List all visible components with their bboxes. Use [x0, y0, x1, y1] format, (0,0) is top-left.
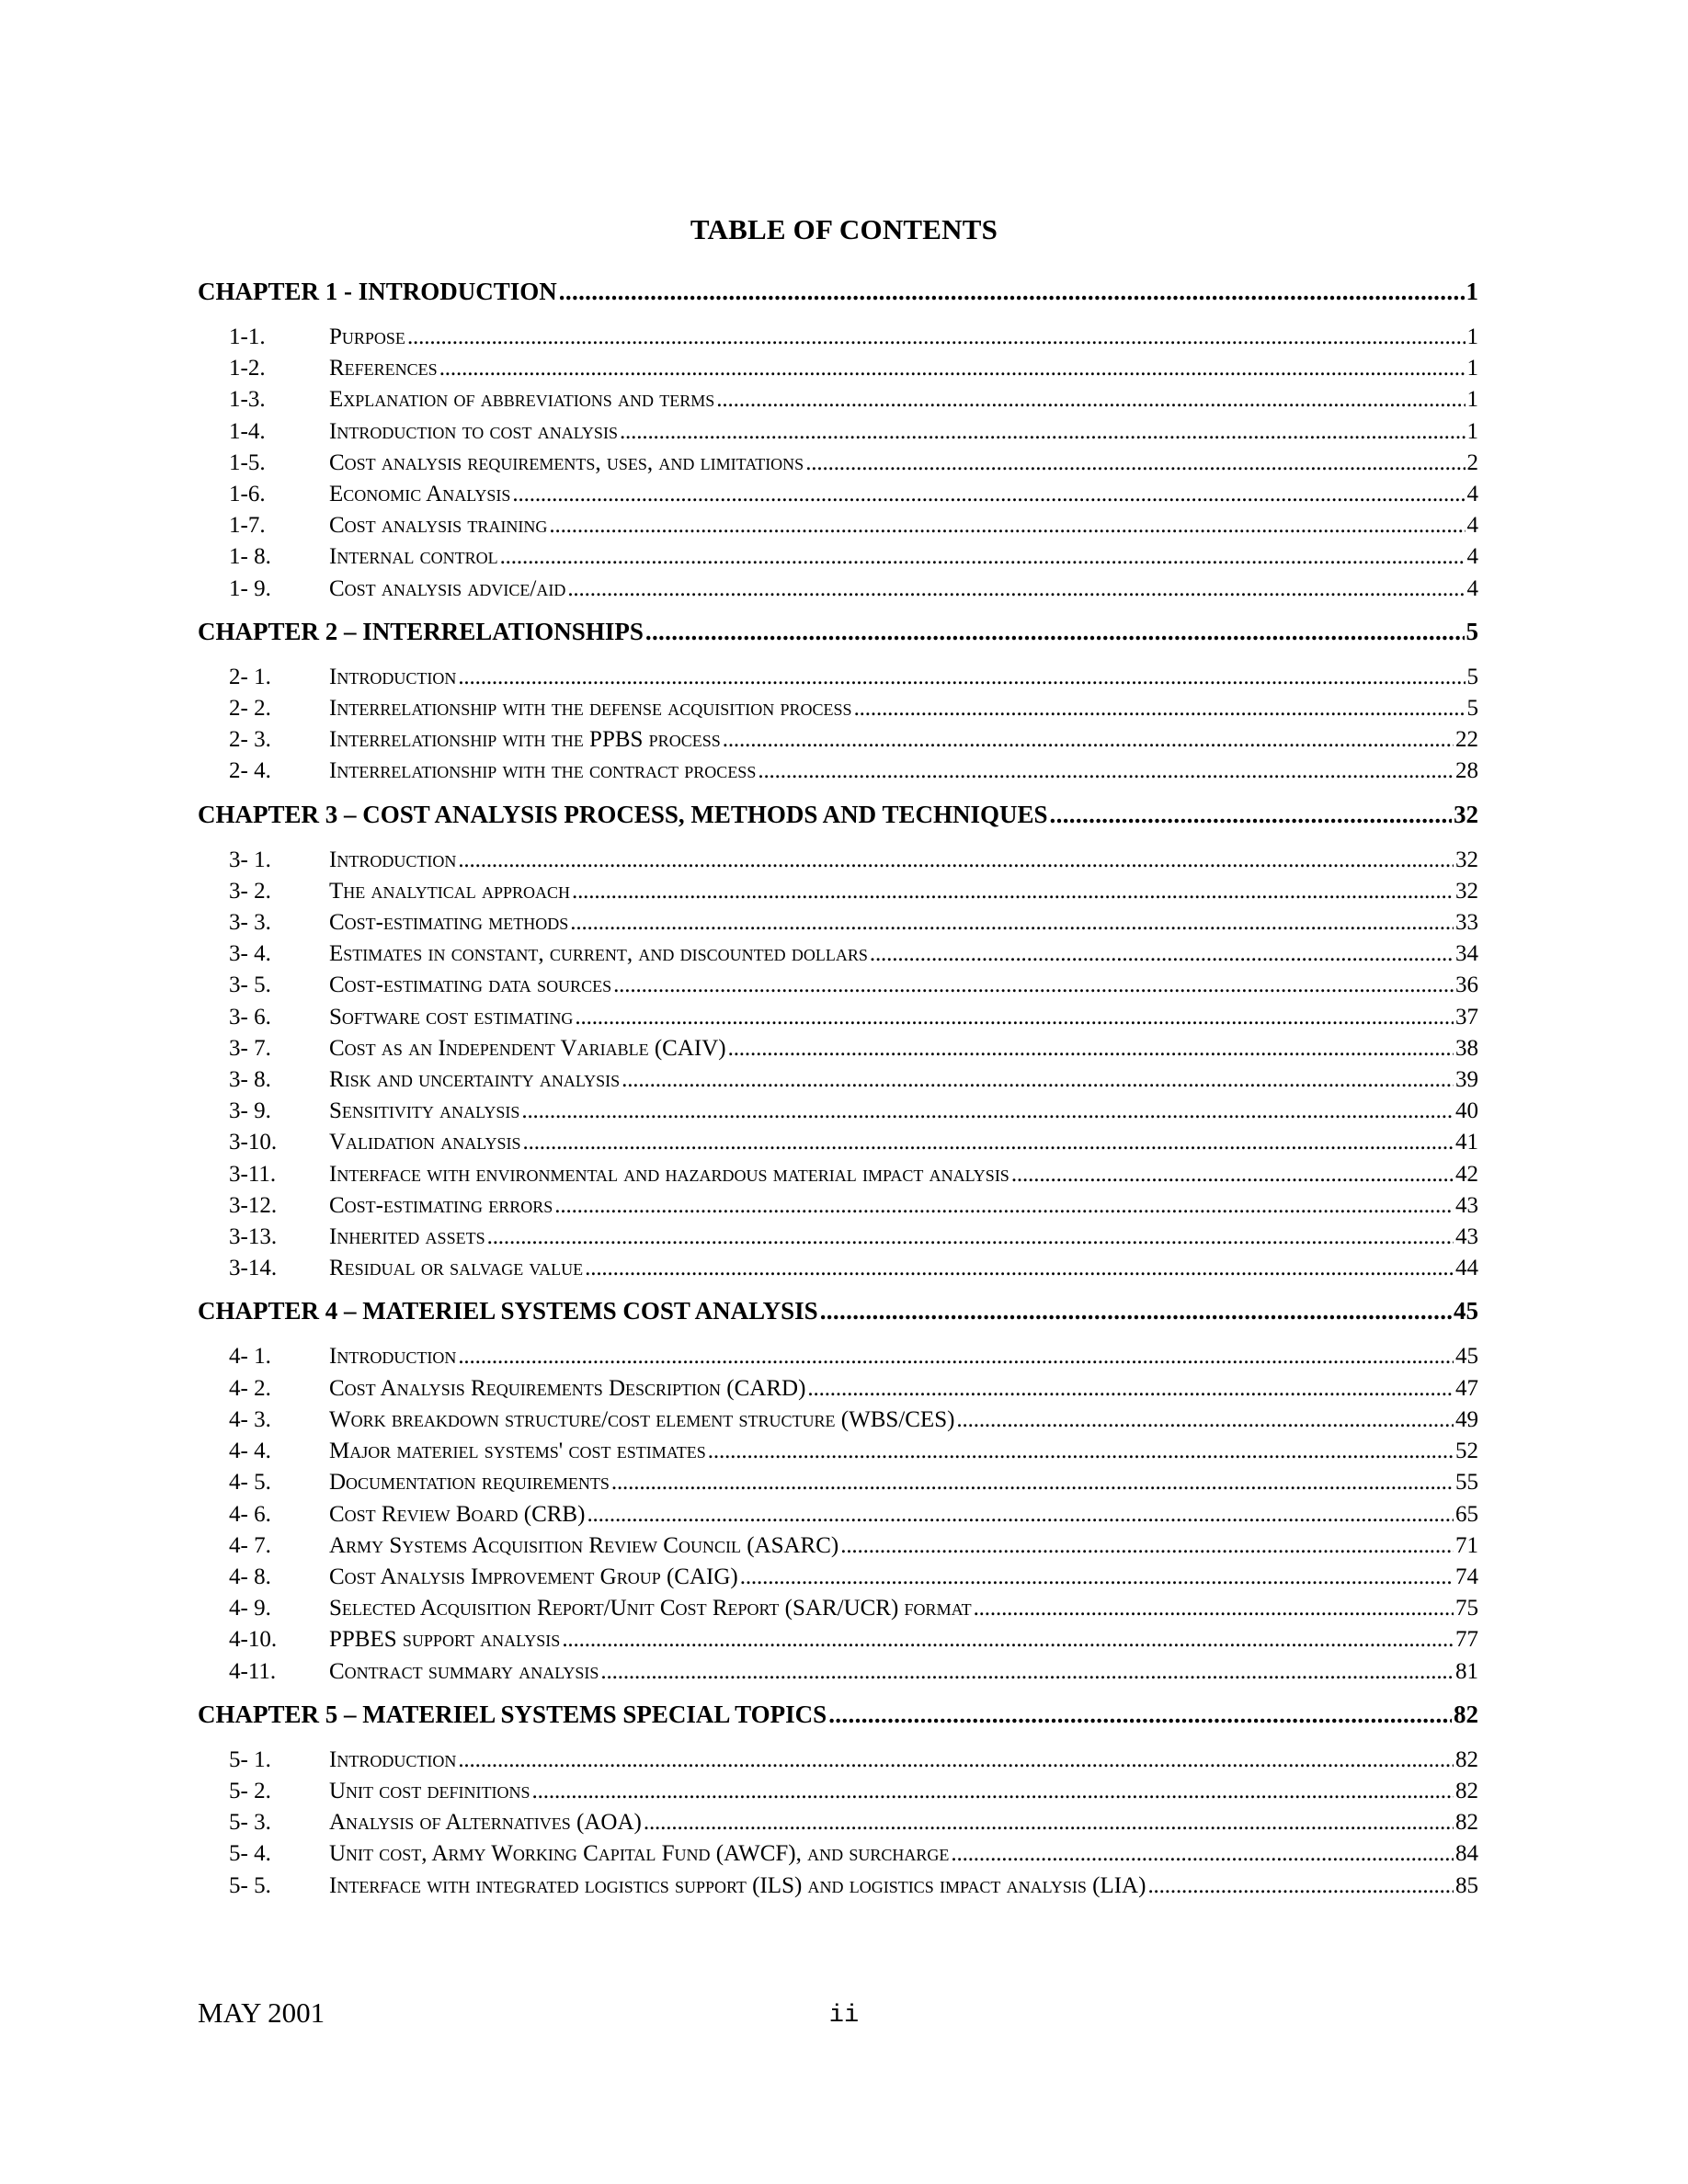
section-page-number: 45 — [1455, 1344, 1478, 1370]
section-title: Selected Acquisition Report/Unit Cost Report (SAR/UCR) format — [329, 1596, 972, 1621]
section-page-number: 1 — [1466, 356, 1478, 381]
toc-entry-row[interactable] — [198, 1033, 1478, 1064]
toc-entry-row[interactable] — [198, 1190, 1478, 1222]
section-number: 3-14. — [229, 1256, 278, 1281]
dot-leader — [532, 1776, 1454, 1807]
dot-leader — [512, 479, 1465, 510]
section-number: 1-3. — [229, 387, 266, 413]
dot-leader — [854, 693, 1466, 724]
section-number: 1-5. — [229, 449, 266, 475]
section-number-cell — [198, 1341, 329, 1372]
section-page-number: 2 — [1466, 449, 1478, 475]
section-page-number: 65 — [1455, 1501, 1478, 1527]
toc-chapter-row[interactable] — [198, 1295, 1478, 1326]
section-number: 3-10. — [229, 1130, 278, 1155]
chapter-page-number: 45 — [1454, 1297, 1478, 1325]
toc-entry-row[interactable] — [198, 1871, 1478, 1902]
section-title: Cost as an Independent Variable (CAIV) — [329, 1035, 726, 1061]
toc-entry-row[interactable] — [198, 1656, 1478, 1688]
toc-entry-row[interactable] — [198, 1436, 1478, 1467]
section-number-cell — [198, 1624, 329, 1655]
section-title: Purpose — [329, 324, 405, 349]
toc-entry-row[interactable] — [198, 384, 1478, 415]
section-page-number: 82 — [1455, 1778, 1478, 1803]
dot-leader — [554, 1190, 1454, 1222]
chapter-page-number: 5 — [1466, 617, 1478, 645]
chapter-title: CHAPTER 3 – COST ANALYSIS PROCESS, METHODS AND TECHNIQUES — [198, 800, 1048, 828]
section-number-cell — [198, 1096, 329, 1127]
section-title: Documentation requirements — [329, 1470, 610, 1496]
toc-entry-row[interactable] — [198, 1776, 1478, 1807]
section-page-number: 32 — [1455, 847, 1478, 872]
section-number-cell — [198, 1499, 329, 1530]
section-title: Work breakdown structure/cost element structure (WBS/CES) — [329, 1406, 955, 1432]
section-number: 3- 5. — [229, 973, 271, 998]
section-number: 3-12. — [229, 1192, 278, 1218]
section-number-cell — [198, 1033, 329, 1064]
section-number: 4-11. — [229, 1658, 277, 1684]
toc-entry-row[interactable] — [198, 541, 1478, 573]
section-number-cell — [198, 1467, 329, 1498]
section-number-cell — [198, 938, 329, 970]
section-number-cell — [198, 416, 329, 448]
section-title: Internal control — [329, 544, 498, 570]
section-number: 2- 4. — [229, 758, 271, 784]
section-title: Cost-estimating errors — [329, 1192, 553, 1218]
toc-entry-row[interactable] — [198, 756, 1478, 787]
section-page-number: 4 — [1466, 575, 1478, 601]
dot-leader — [575, 1002, 1454, 1033]
section-number-cell — [198, 1222, 329, 1253]
section-number-cell — [198, 693, 329, 724]
section-number-cell — [198, 662, 329, 693]
toc-entry-row[interactable] — [198, 1838, 1478, 1870]
section-page-number: 47 — [1455, 1375, 1478, 1401]
dot-leader — [840, 1530, 1454, 1562]
toc-entry-row[interactable] — [198, 1499, 1478, 1530]
dot-leader — [956, 1405, 1454, 1436]
section-number-cell — [198, 574, 329, 605]
section-number: 3- 4. — [229, 941, 271, 967]
section-page-number: 84 — [1455, 1841, 1478, 1867]
toc-entry-row[interactable] — [198, 479, 1478, 510]
section-page-number: 55 — [1455, 1470, 1478, 1496]
section-number-cell — [198, 876, 329, 907]
section-page-number: 33 — [1455, 910, 1478, 936]
section-number: 3- 9. — [229, 1098, 271, 1124]
dot-leader — [439, 353, 1466, 384]
dot-leader — [500, 541, 1466, 573]
section-page-number: 39 — [1455, 1067, 1478, 1093]
toc-entry-row[interactable] — [198, 1405, 1478, 1436]
dot-leader — [1147, 1871, 1454, 1902]
toc-entry-row[interactable] — [198, 907, 1478, 938]
chapter-page-number: 82 — [1454, 1700, 1478, 1728]
section-number: 3- 7. — [229, 1035, 271, 1061]
dot-leader — [549, 510, 1465, 541]
dot-leader — [567, 574, 1465, 605]
toc-entry-row[interactable] — [198, 1562, 1478, 1593]
section-number-cell — [198, 448, 329, 479]
section-number: 3- 6. — [229, 1004, 271, 1029]
section-number-cell — [198, 1745, 329, 1776]
section-number: 4- 8. — [229, 1564, 271, 1589]
dot-leader — [600, 1656, 1454, 1688]
toc-chapter-row[interactable] — [198, 1699, 1478, 1730]
section-page-number: 85 — [1455, 1872, 1478, 1898]
section-page-number: 1 — [1466, 418, 1478, 444]
section-number-cell — [198, 724, 329, 756]
section-number-cell — [198, 1405, 329, 1436]
dot-leader — [523, 1127, 1454, 1158]
toc-entry-row[interactable] — [198, 416, 1478, 448]
section-title: Introduction to cost analysis — [329, 418, 618, 444]
section-number: 1-4. — [229, 418, 266, 444]
page-title: TABLE OF CONTENTS — [690, 213, 998, 245]
dot-leader — [620, 416, 1466, 448]
section-number: 1-2. — [229, 356, 266, 381]
chapter-title: CHAPTER 1 - INTRODUCTION — [198, 278, 557, 305]
section-number: 1-7. — [229, 513, 266, 539]
section-page-number: 81 — [1455, 1658, 1478, 1684]
section-title: Introduction — [329, 1746, 457, 1772]
section-title: Residual or salvage value — [329, 1256, 584, 1281]
section-title: Cost analysis requirements, uses, and limitations — [329, 449, 804, 475]
toc-entry-row[interactable] — [198, 845, 1478, 876]
section-title: Interrelationship with the defense acquisition process — [329, 696, 852, 722]
dot-leader — [458, 1341, 1454, 1372]
chapter-title: CHAPTER 2 – INTERRELATIONSHIPS — [198, 617, 644, 645]
toc-entry-row[interactable] — [198, 1002, 1478, 1033]
section-number: 3- 2. — [229, 878, 271, 904]
dot-leader — [613, 970, 1454, 1001]
toc-chapter-row[interactable] — [198, 799, 1478, 830]
section-number: 4- 9. — [229, 1596, 271, 1621]
dot-leader — [716, 384, 1465, 415]
section-number: 4- 7. — [229, 1532, 271, 1558]
section-title: Cost Analysis Improvement Group (CAIG) — [329, 1564, 738, 1589]
section-number-cell — [198, 510, 329, 541]
toc-chapter-row[interactable] — [198, 276, 1478, 307]
toc-entry-row[interactable] — [198, 1064, 1478, 1096]
dot-leader — [1050, 799, 1453, 830]
dot-leader — [974, 1593, 1454, 1624]
section-title: Introduction — [329, 664, 457, 689]
section-page-number: 77 — [1455, 1627, 1478, 1653]
section-page-number: 42 — [1455, 1161, 1478, 1187]
section-number: 2- 3. — [229, 727, 271, 753]
chapter-page-number: 1 — [1466, 278, 1478, 305]
section-number: 1-1. — [229, 324, 266, 349]
section-number-cell — [198, 1838, 329, 1870]
section-number: 5- 3. — [229, 1810, 271, 1836]
section-number: 1- 8. — [229, 544, 271, 570]
section-title: Unit cost definitions — [329, 1778, 530, 1803]
section-title: Army Systems Acquisition Review Council (ASARC) — [329, 1532, 839, 1558]
footer-date: MAY 2001 — [198, 1996, 325, 2029]
section-page-number: 82 — [1455, 1746, 1478, 1772]
section-number: 1- 9. — [229, 575, 271, 601]
dot-leader — [570, 907, 1454, 938]
table-of-contents — [198, 276, 1478, 1902]
section-page-number: 37 — [1455, 1004, 1478, 1029]
section-number-cell — [198, 1253, 329, 1284]
section-number: 5- 5. — [229, 1872, 271, 1898]
section-number-cell — [198, 1871, 329, 1902]
section-page-number: 82 — [1455, 1810, 1478, 1836]
dot-leader — [807, 1373, 1454, 1405]
section-title: Interrelationship with the contract process — [329, 758, 757, 784]
section-page-number: 71 — [1455, 1532, 1478, 1558]
dot-leader — [622, 1064, 1454, 1096]
section-page-number: 52 — [1455, 1439, 1478, 1464]
section-number: 2- 1. — [229, 664, 271, 689]
dot-leader — [585, 1253, 1454, 1284]
section-number-cell — [198, 479, 329, 510]
dot-leader — [611, 1467, 1454, 1498]
dot-leader — [645, 616, 1465, 647]
dot-leader — [521, 1096, 1454, 1127]
dot-leader — [559, 276, 1465, 307]
dot-leader — [644, 1807, 1454, 1838]
toc-entry-row[interactable] — [198, 1096, 1478, 1127]
section-number: 2- 2. — [229, 696, 271, 722]
section-number: 3- 3. — [229, 910, 271, 936]
section-number-cell — [198, 1530, 329, 1562]
toc-entry-row[interactable] — [198, 1373, 1478, 1405]
section-title: Major materiel systems' cost estimates — [329, 1439, 706, 1464]
chapter-title: CHAPTER 4 – MATERIEL SYSTEMS COST ANALYSIS — [198, 1297, 818, 1325]
section-number-cell — [198, 1064, 329, 1096]
section-title: Explanation of abbreviations and terms — [329, 387, 715, 413]
section-number-cell — [198, 1776, 329, 1807]
toc-entry-row[interactable] — [198, 448, 1478, 479]
section-title: Economic Analysis — [329, 482, 511, 507]
section-number: 4- 2. — [229, 1375, 271, 1401]
dot-leader — [587, 1499, 1454, 1530]
section-title: Analysis of Alternatives (AOA) — [329, 1810, 642, 1836]
toc-entry-row[interactable] — [198, 1593, 1478, 1624]
dot-leader — [805, 448, 1465, 479]
dot-leader — [458, 662, 1465, 693]
section-page-number: 43 — [1455, 1224, 1478, 1250]
section-number-cell — [198, 1190, 329, 1222]
section-page-number: 4 — [1466, 544, 1478, 570]
section-page-number: 36 — [1455, 973, 1478, 998]
section-number: 4- 4. — [229, 1439, 271, 1464]
section-title: Contract summary analysis — [329, 1658, 599, 1684]
section-number: 4- 5. — [229, 1470, 271, 1496]
section-number: 5- 4. — [229, 1841, 271, 1867]
section-page-number: 41 — [1455, 1130, 1478, 1155]
footer-page-number: ii — [828, 2002, 860, 2030]
section-number-cell — [198, 756, 329, 787]
chapter-title: CHAPTER 5 – MATERIEL SYSTEMS SPECIAL TOPICS — [198, 1700, 827, 1728]
dot-leader — [728, 1033, 1454, 1064]
toc-entry-row[interactable] — [198, 574, 1478, 605]
dot-leader — [1011, 1159, 1454, 1190]
section-page-number: 75 — [1455, 1596, 1478, 1621]
dot-leader — [572, 876, 1454, 907]
section-title: Interface with environmental and hazardous material impact analysis — [329, 1161, 1009, 1187]
section-number: 4-10. — [229, 1627, 278, 1653]
section-title: Sensitivity analysis — [329, 1098, 520, 1124]
section-page-number: 40 — [1455, 1098, 1478, 1124]
toc-entry-row[interactable] — [198, 1341, 1478, 1372]
section-number: 3-13. — [229, 1224, 278, 1250]
section-number-cell — [198, 322, 329, 353]
toc-entry-row[interactable] — [198, 1159, 1478, 1190]
section-title: Introduction — [329, 847, 457, 872]
section-number-cell — [198, 1373, 329, 1405]
section-title: The analytical approach — [329, 878, 570, 904]
section-number: 3- 1. — [229, 847, 271, 872]
section-page-number: 5 — [1466, 696, 1478, 722]
toc-entry-row[interactable] — [198, 1530, 1478, 1562]
section-number: 1-6. — [229, 482, 266, 507]
dot-leader — [562, 1624, 1454, 1655]
toc-entry-row[interactable] — [198, 353, 1478, 384]
section-number: 5- 1. — [229, 1746, 271, 1772]
section-title: Cost Review Board (CRB) — [329, 1501, 586, 1527]
section-page-number: 1 — [1466, 324, 1478, 349]
toc-entry-row[interactable] — [198, 662, 1478, 693]
section-title: Validation analysis — [329, 1130, 521, 1155]
toc-entry-row[interactable] — [198, 510, 1478, 541]
section-title: Introduction — [329, 1344, 457, 1370]
section-number-cell — [198, 384, 329, 415]
toc-entry-row[interactable] — [198, 1222, 1478, 1253]
dot-leader — [758, 756, 1454, 787]
section-title: Estimates in constant, current, and discounted dollars — [329, 941, 868, 967]
section-title: Cost analysis advice/aid — [329, 575, 566, 601]
section-number-cell — [198, 1436, 329, 1467]
section-page-number: 74 — [1455, 1564, 1478, 1589]
section-title: Unit cost, Army Working Capital Fund (AWCF), and surcharge — [329, 1841, 950, 1867]
section-page-number: 5 — [1466, 664, 1478, 689]
toc-entry-row[interactable] — [198, 1127, 1478, 1158]
dot-leader — [458, 845, 1454, 876]
dot-leader — [740, 1562, 1454, 1593]
section-number-cell — [198, 1159, 329, 1190]
section-title: Inherited assets — [329, 1224, 485, 1250]
toc-entry-row[interactable] — [198, 1745, 1478, 1776]
section-page-number: 4 — [1466, 513, 1478, 539]
dot-leader — [458, 1745, 1454, 1776]
section-number: 4- 6. — [229, 1501, 271, 1527]
section-number-cell — [198, 1002, 329, 1033]
section-page-number: 44 — [1455, 1256, 1478, 1281]
toc-entry-row[interactable] — [198, 693, 1478, 724]
section-title: Interface with integrated logistics support (ILS) and logistics impact analysis (LIA) — [329, 1872, 1146, 1898]
section-number-cell — [198, 1807, 329, 1838]
section-number-cell — [198, 1656, 329, 1688]
dot-leader — [723, 724, 1454, 756]
section-title: Risk and uncertainty analysis — [329, 1067, 621, 1093]
section-number-cell — [198, 1562, 329, 1593]
toc-entry-row[interactable] — [198, 1467, 1478, 1498]
dot-leader — [487, 1222, 1454, 1253]
section-title: References — [329, 356, 438, 381]
toc-entry-row[interactable] — [198, 1807, 1478, 1838]
section-number: 5- 2. — [229, 1778, 271, 1803]
dot-leader — [820, 1295, 1452, 1326]
section-title: PPBES support analysis — [329, 1627, 561, 1653]
toc-entry-row[interactable] — [198, 1253, 1478, 1284]
section-title: Cost Analysis Requirements Description (CARD) — [329, 1375, 806, 1401]
dot-leader — [407, 322, 1466, 353]
section-page-number: 34 — [1455, 941, 1478, 967]
section-number-cell — [198, 541, 329, 573]
section-page-number: 28 — [1455, 758, 1478, 784]
dot-leader — [708, 1436, 1454, 1467]
section-page-number: 4 — [1466, 482, 1478, 507]
section-page-number: 1 — [1466, 387, 1478, 413]
section-page-number: 49 — [1455, 1406, 1478, 1432]
section-number: 3- 8. — [229, 1067, 271, 1093]
toc-chapter-row[interactable] — [198, 616, 1478, 647]
section-number: 4- 1. — [229, 1344, 271, 1370]
dot-leader — [870, 938, 1454, 970]
section-number-cell — [198, 1593, 329, 1624]
toc-entry-row[interactable] — [198, 970, 1478, 1001]
section-title: Cost analysis training — [329, 513, 548, 539]
toc-entry-row[interactable] — [198, 322, 1478, 353]
section-title: Cost-estimating data sources — [329, 973, 612, 998]
section-number-cell — [198, 970, 329, 1001]
toc-entry-row[interactable] — [198, 724, 1478, 756]
section-page-number: 32 — [1455, 878, 1478, 904]
chapter-page-number: 32 — [1454, 800, 1478, 828]
dot-leader — [828, 1699, 1452, 1730]
section-page-number: 38 — [1455, 1035, 1478, 1061]
section-title: Cost-estimating methods — [329, 910, 569, 936]
section-number-cell — [198, 1127, 329, 1158]
section-number-cell — [198, 907, 329, 938]
dot-leader — [951, 1838, 1454, 1870]
section-number-cell — [198, 353, 329, 384]
section-page-number: 43 — [1455, 1192, 1478, 1218]
section-title: Interrelationship with the PPBS process — [329, 727, 721, 753]
section-title: Software cost estimating — [329, 1004, 574, 1029]
section-number: 3-11. — [229, 1161, 277, 1187]
section-number-cell — [198, 845, 329, 876]
section-page-number: 22 — [1455, 727, 1478, 753]
toc-entry-row[interactable] — [198, 938, 1478, 970]
toc-entry-row[interactable] — [198, 876, 1478, 907]
section-number: 4- 3. — [229, 1406, 271, 1432]
toc-entry-row[interactable] — [198, 1624, 1478, 1655]
